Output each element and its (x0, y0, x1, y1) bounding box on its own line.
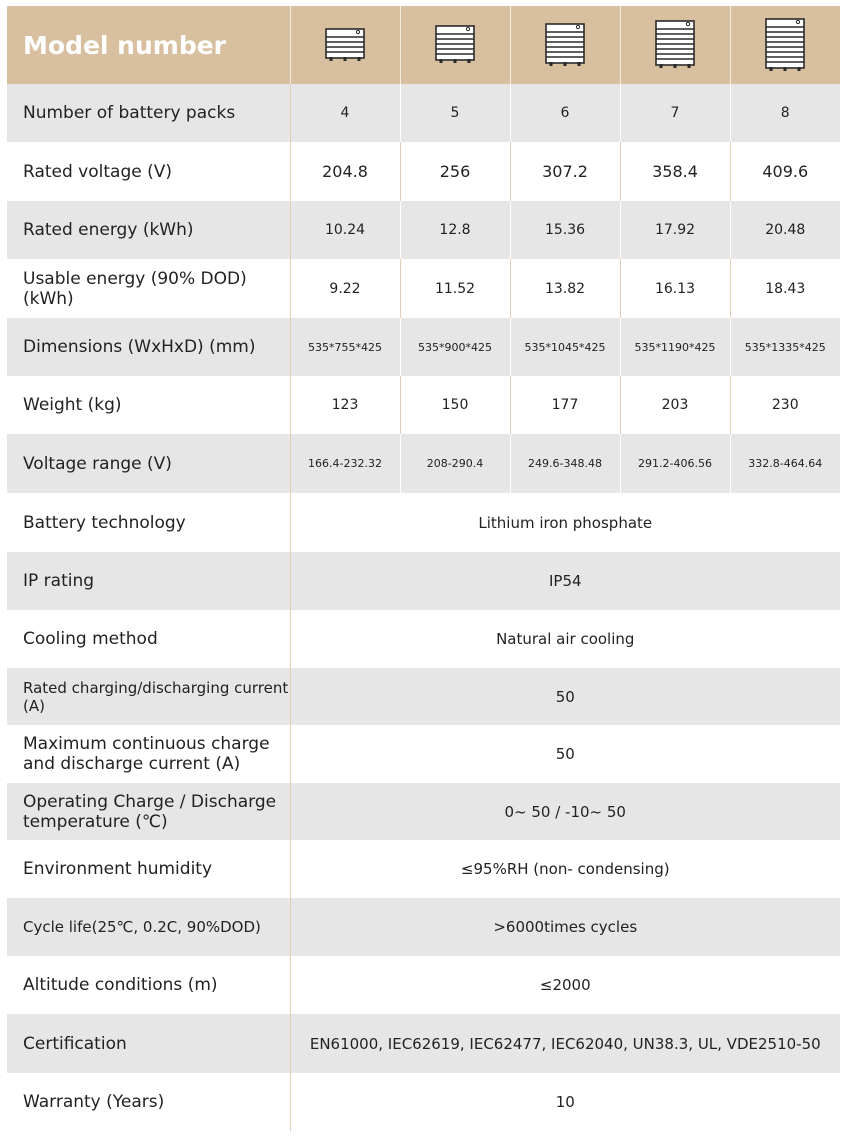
table-row (7, 376, 840, 434)
value-cell: 18.43 (730, 259, 840, 318)
battery-cabinet-4-icon (290, 6, 400, 84)
table-row (7, 84, 840, 142)
table-row (7, 259, 840, 318)
value-cell: 5 (400, 84, 510, 142)
row-label: IP rating (7, 552, 290, 610)
row-label: Weight (kg) (7, 376, 290, 434)
value-cell: 535*1335*425 (730, 318, 840, 376)
value-cell: >6000times cycles (290, 898, 840, 956)
row-label: Rated charging/discharging current (A) (7, 668, 290, 725)
table-row (7, 725, 840, 783)
value-cell: 50 (555, 745, 575, 763)
table-row (7, 668, 840, 725)
row-label: Certification (7, 1014, 290, 1073)
table-row (7, 142, 840, 201)
value-cell: 307.2 (510, 142, 620, 201)
row-label: Environment humidity (7, 840, 290, 898)
value-cell: 50 (290, 668, 840, 725)
value-cell: EN61000, IEC62619, IEC62477, IEC62040, UN38.3, UL, VDE2510-50 (290, 1014, 840, 1073)
value-cell: 291.2-406.56 (620, 434, 730, 493)
table-row (7, 201, 840, 259)
value-cell: 123 (331, 397, 359, 413)
battery-cabinet-6-icon (510, 6, 620, 84)
value-cell: 358.4 (620, 142, 730, 201)
value-cell: 166.4-232.32 (290, 434, 400, 493)
value-cell: 6 (510, 84, 620, 142)
row-label: Cooling method (7, 610, 290, 668)
value-cell: 9.22 (329, 280, 361, 297)
table-row (7, 552, 840, 610)
cabinet-drawing (655, 20, 695, 70)
value-cell: Natural air cooling (496, 630, 635, 648)
row-label: Rated energy (kWh) (7, 201, 290, 259)
value-cell: ≤95%RH (non- condensing) (460, 860, 670, 878)
value-cell: 8 (730, 84, 840, 142)
table-row (7, 840, 840, 898)
value-cell: 15.36 (510, 201, 620, 259)
row-label: Maximum continuous charge and discharge current (A) (7, 725, 290, 783)
table-row (7, 493, 840, 552)
spec-table (7, 6, 840, 1131)
value-cell: 11.52 (400, 259, 510, 318)
value-cell: 16.13 (620, 259, 730, 318)
battery-cabinet-8-icon (730, 6, 840, 84)
cabinet-drawing (545, 23, 585, 68)
value-cell: 10 (555, 1093, 575, 1111)
value-cell: Lithium iron phosphate (478, 513, 653, 532)
table-row (7, 1014, 840, 1073)
value-cell: 10.24 (290, 201, 400, 259)
value-cell: 256 (400, 142, 510, 201)
value-cell: ≤2000 (539, 976, 591, 994)
value-cell: 203 (620, 376, 730, 434)
value-cell: 20.48 (730, 201, 840, 259)
table-row (7, 898, 840, 956)
value-cell: 17.92 (620, 201, 730, 259)
value-cell: 150 (400, 376, 510, 434)
value-cell: 249.6-348.48 (510, 434, 620, 493)
battery-cabinet-5-icon (400, 6, 510, 84)
value-cell: 12.8 (400, 201, 510, 259)
row-label: Rated voltage (V) (7, 142, 290, 201)
header-row (7, 6, 840, 84)
value-cell: 208-290.4 (400, 434, 510, 493)
value-cell: 7 (620, 84, 730, 142)
value-cell: 535*1190*425 (620, 318, 730, 376)
value-cell: 535*755*425 (290, 318, 400, 376)
value-cell: 230 (730, 376, 840, 434)
value-cell: IP54 (290, 552, 840, 610)
row-label: Battery technology (7, 493, 290, 552)
table-row (7, 434, 840, 493)
cabinet-drawing (765, 18, 805, 73)
table-row (7, 318, 840, 376)
table-row (7, 1073, 840, 1131)
table-row (7, 610, 840, 668)
row-label: Voltage range (V) (7, 434, 290, 493)
value-cell: 13.82 (510, 259, 620, 318)
row-label: Number of battery packs (7, 84, 290, 142)
cabinet-drawing (435, 25, 475, 65)
model-number-heading: Model number (7, 6, 290, 84)
row-label: Warranty (Years) (7, 1073, 290, 1131)
row-label: Cycle life(25℃, 0.2C, 90%DOD) (7, 898, 290, 956)
cabinet-drawing (325, 28, 365, 63)
table-row (7, 956, 840, 1014)
row-label: Altitude conditions (m) (7, 956, 290, 1014)
value-cell: 409.6 (730, 142, 840, 201)
value-cell: 204.8 (322, 162, 368, 181)
value-cell: 535*1045*425 (510, 318, 620, 376)
table-row (7, 783, 840, 840)
battery-cabinet-7-icon (620, 6, 730, 84)
value-cell: 177 (510, 376, 620, 434)
row-label: Dimensions (WxHxD) (mm) (7, 318, 290, 376)
value-cell: 535*900*425 (400, 318, 510, 376)
row-label: Operating Charge / Discharge temperature (℃) (7, 783, 290, 840)
value-cell: 4 (290, 84, 400, 142)
value-cell: 0~ 50 / -10~ 50 (290, 783, 840, 840)
row-label: Usable energy (90% DOD) (kWh) (7, 259, 290, 318)
value-cell: 332.8-464.64 (730, 434, 840, 493)
